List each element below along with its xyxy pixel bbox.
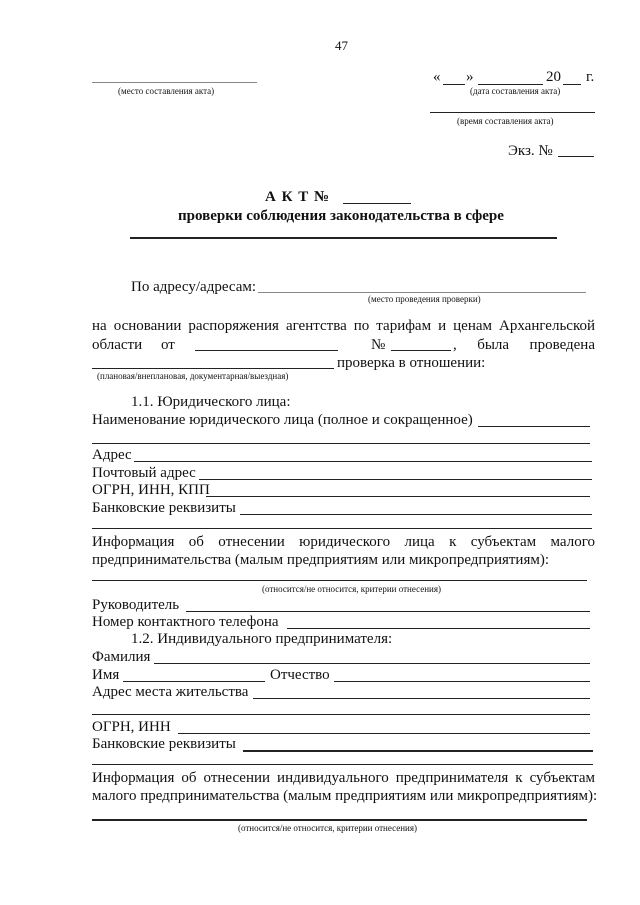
act-number-field[interactable] — [343, 203, 411, 204]
legal-head-field[interactable] — [186, 611, 590, 612]
date-close-quote: » — [466, 69, 474, 85]
date-open-quote: « — [433, 69, 441, 85]
individual-bank-label: Банковские реквизиты — [92, 736, 236, 752]
basis-oblast: области — [92, 337, 143, 353]
date-year-prefix: 20 — [546, 69, 561, 85]
legal-sme-line-2: предпринимательства (малым предприятиям или микропредприятиям): — [92, 552, 550, 568]
page-number: 47 — [335, 38, 348, 53]
individual-ogrn-field[interactable] — [178, 733, 590, 734]
order-number-field[interactable] — [391, 350, 451, 351]
basis-line-1: на основании распоряжения агентства по тарифам и ценам Архангельской — [92, 318, 595, 334]
date-year-suffix: г. — [586, 69, 595, 85]
legal-phone-label: Номер контактного телефона — [92, 614, 279, 630]
individual-address-field[interactable] — [253, 698, 590, 699]
sphere-field-line[interactable] — [130, 237, 557, 239]
legal-ogrn-field[interactable] — [206, 496, 590, 497]
legal-bank-field-2[interactable] — [92, 528, 592, 529]
time-field-line[interactable] — [430, 112, 595, 113]
legal-head-label: Руководитель — [92, 597, 180, 613]
date-year-field[interactable] — [563, 84, 581, 85]
individual-surname-field[interactable] — [154, 663, 590, 664]
individual-name-label: Имя — [92, 667, 120, 683]
individual-sme-line-1: Информация об отнесении индивидуального предпринимателя к субъектам — [92, 770, 595, 786]
place-field-line[interactable] — [92, 82, 257, 83]
individual-heading: 1.2. Индивидуального предпринимателя: — [131, 631, 393, 647]
legal-name-field-2[interactable] — [92, 443, 590, 444]
basis-number-sign: № — [371, 337, 386, 353]
address-label: По адресу/адресам: — [131, 279, 257, 295]
legal-sme-line-1: Информация об отнесении юридического лица к субъектам малого — [92, 534, 595, 550]
legal-phone-field[interactable] — [287, 628, 590, 629]
copy-label: Экз. № — [508, 143, 553, 159]
order-date-field[interactable] — [195, 350, 338, 351]
legal-name-field[interactable] — [478, 426, 590, 427]
address-caption: (место проведения проверки) — [368, 294, 481, 304]
date-caption: (дата составления акта) — [470, 86, 561, 96]
date-month-field[interactable] — [478, 84, 543, 85]
time-caption: (время составления акта) — [457, 116, 554, 126]
individual-address-label: Адрес места жительства — [92, 684, 249, 700]
individual-ogrn-label: ОГРН, ИНН — [92, 719, 171, 735]
legal-bank-field[interactable] — [240, 514, 592, 515]
individual-patronymic-field[interactable] — [334, 681, 590, 682]
individual-bank-field-2[interactable] — [92, 764, 593, 765]
legal-postal-field[interactable] — [199, 479, 592, 480]
check-type-field[interactable] — [92, 368, 334, 369]
legal-ogrn-label: ОГРН, ИНН, КПП — [92, 482, 210, 498]
individual-address-field-2[interactable] — [92, 714, 590, 715]
individual-sme-field[interactable] — [92, 819, 587, 821]
copy-number-field[interactable] — [558, 156, 594, 157]
legal-address-field[interactable] — [134, 461, 592, 462]
legal-name-label: Наименование юридического лица (полное и сокращенное) — [92, 412, 473, 428]
legal-postal-label: Почтовый адрес — [92, 465, 196, 481]
legal-sme-field[interactable] — [92, 580, 587, 581]
legal-sme-caption: (относится/не относится, критерии отнесения) — [262, 584, 441, 594]
place-caption: (место составления акта) — [118, 86, 215, 96]
basis-in-respect: проверка в отношении: — [337, 355, 486, 371]
act-title: А К Т № — [265, 189, 331, 205]
individual-sme-line-2: малого предпринимательства (малым предприятиям или микропредприятиям): — [92, 788, 598, 804]
legal-address-label: Адрес — [92, 447, 132, 463]
individual-bank-field[interactable] — [243, 750, 593, 752]
act-subtitle: проверки соблюдения законодательства в сфере — [178, 208, 504, 224]
basis-from: от — [161, 337, 175, 353]
check-type-caption: (плановая/внеплановая, документарная/выездная) — [97, 371, 289, 381]
individual-surname-label: Фамилия — [92, 649, 151, 665]
basis-conducted: , была проведена — [453, 337, 595, 353]
individual-sme-caption: (относится/не относится, критерии отнесения) — [238, 823, 417, 833]
legal-entity-heading: 1.1. Юридического лица: — [131, 394, 291, 410]
legal-bank-label: Банковские реквизиты — [92, 500, 236, 516]
date-day-field[interactable] — [443, 84, 465, 85]
individual-name-field[interactable] — [123, 681, 265, 682]
individual-patronymic-label: Отчество — [270, 667, 330, 683]
address-field-line[interactable] — [258, 292, 586, 293]
